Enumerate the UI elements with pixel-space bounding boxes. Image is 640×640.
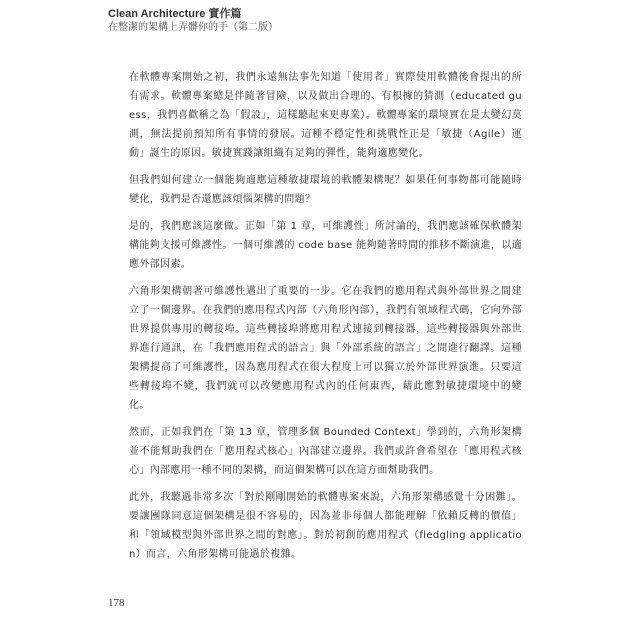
paragraph: 六角形架構朝著可維護性邁出了重要的一步。它在我們的應用程式與外部世界之間建立了一個邊界。在我們的應用程式內部（六角形內部），我們有領域程式碼，它向外部世界提供專用的轉接埠。這些轉接埠將應用程式連接到轉接器，這些轉接器與外部世界進行通訊，在「我們應用程式的語言」與「外部系統的語言」之間進行翻譯。這種架構提高了可維護性，因為應用程式在很大程度上可以獨立於外部世界演進。只要這些轉接埠不變，我們就可以改變應用程式內的任何東西，藉此應對敏捷環境中的變化。 — [129, 286, 522, 411]
book-title: Clean Architecture 實作篇 — [108, 8, 242, 20]
book-subtitle: 在整潔的架構上弄髒你的手（第二版） — [108, 22, 278, 33]
paragraph: 在軟體專案開始之初，我們永遠無法事先知道「使用者」實際使用軟體後會提出的所有需求。軟體專案總是伴隨著冒險，以及做出合理的、有根據的猜測（educated guess，我們喜歡稱之為「假設」，這樣聽起來更專業）。軟體專案的環境實在是太變幻莫測，無法提前預知所有事情的發展。這種不穩定性和挑戰性正是「敏捷（Agile）運動」誕生的原因。敏捷實踐讓組織有足夠的彈性，能夠適應變化。 — [129, 72, 522, 159]
paragraph: 此外，我聽過非常多次「對於剛剛開始的軟體專案來說，六角形架構感覺十分困難」。要讓團隊同意這個架構是很不容易的，因為並非每個人都能理解「依賴反轉的價值」和「領域模型與外部世界之間的對應」。對於初創的應用程式（fledgling application）而言，六角形架構可能過於複雜。 — [129, 492, 522, 560]
body-text — [129, 68, 522, 572]
paragraph: 但我們如何建立一個能夠適應這種敏捷環境的軟體架構呢？如果任何事物都可能隨時變化，我們是否還應該煩惱架構的問題？ — [129, 175, 522, 205]
page-number: 178 — [108, 597, 125, 609]
paragraph: 然而，正如我們在「第 13 章，管理多個 Bounded Context」學到的，六角形架構並不能幫助我們在「應用程式核心」內部建立邊界。我們或許會希望在「應用程式核心」內部應用一種不同的架構，而這個架構可以在這方面幫助我們。 — [129, 427, 522, 476]
running-header — [108, 8, 528, 34]
paragraph: 是的，我們應該這麼做。正如「第 1 章，可維護性」所討論的，我們應該確保軟體架構能夠支援可維護性。一個可維護的 code base 能夠隨著時間的推移不斷演進，以適應外部因素。 — [129, 221, 522, 270]
